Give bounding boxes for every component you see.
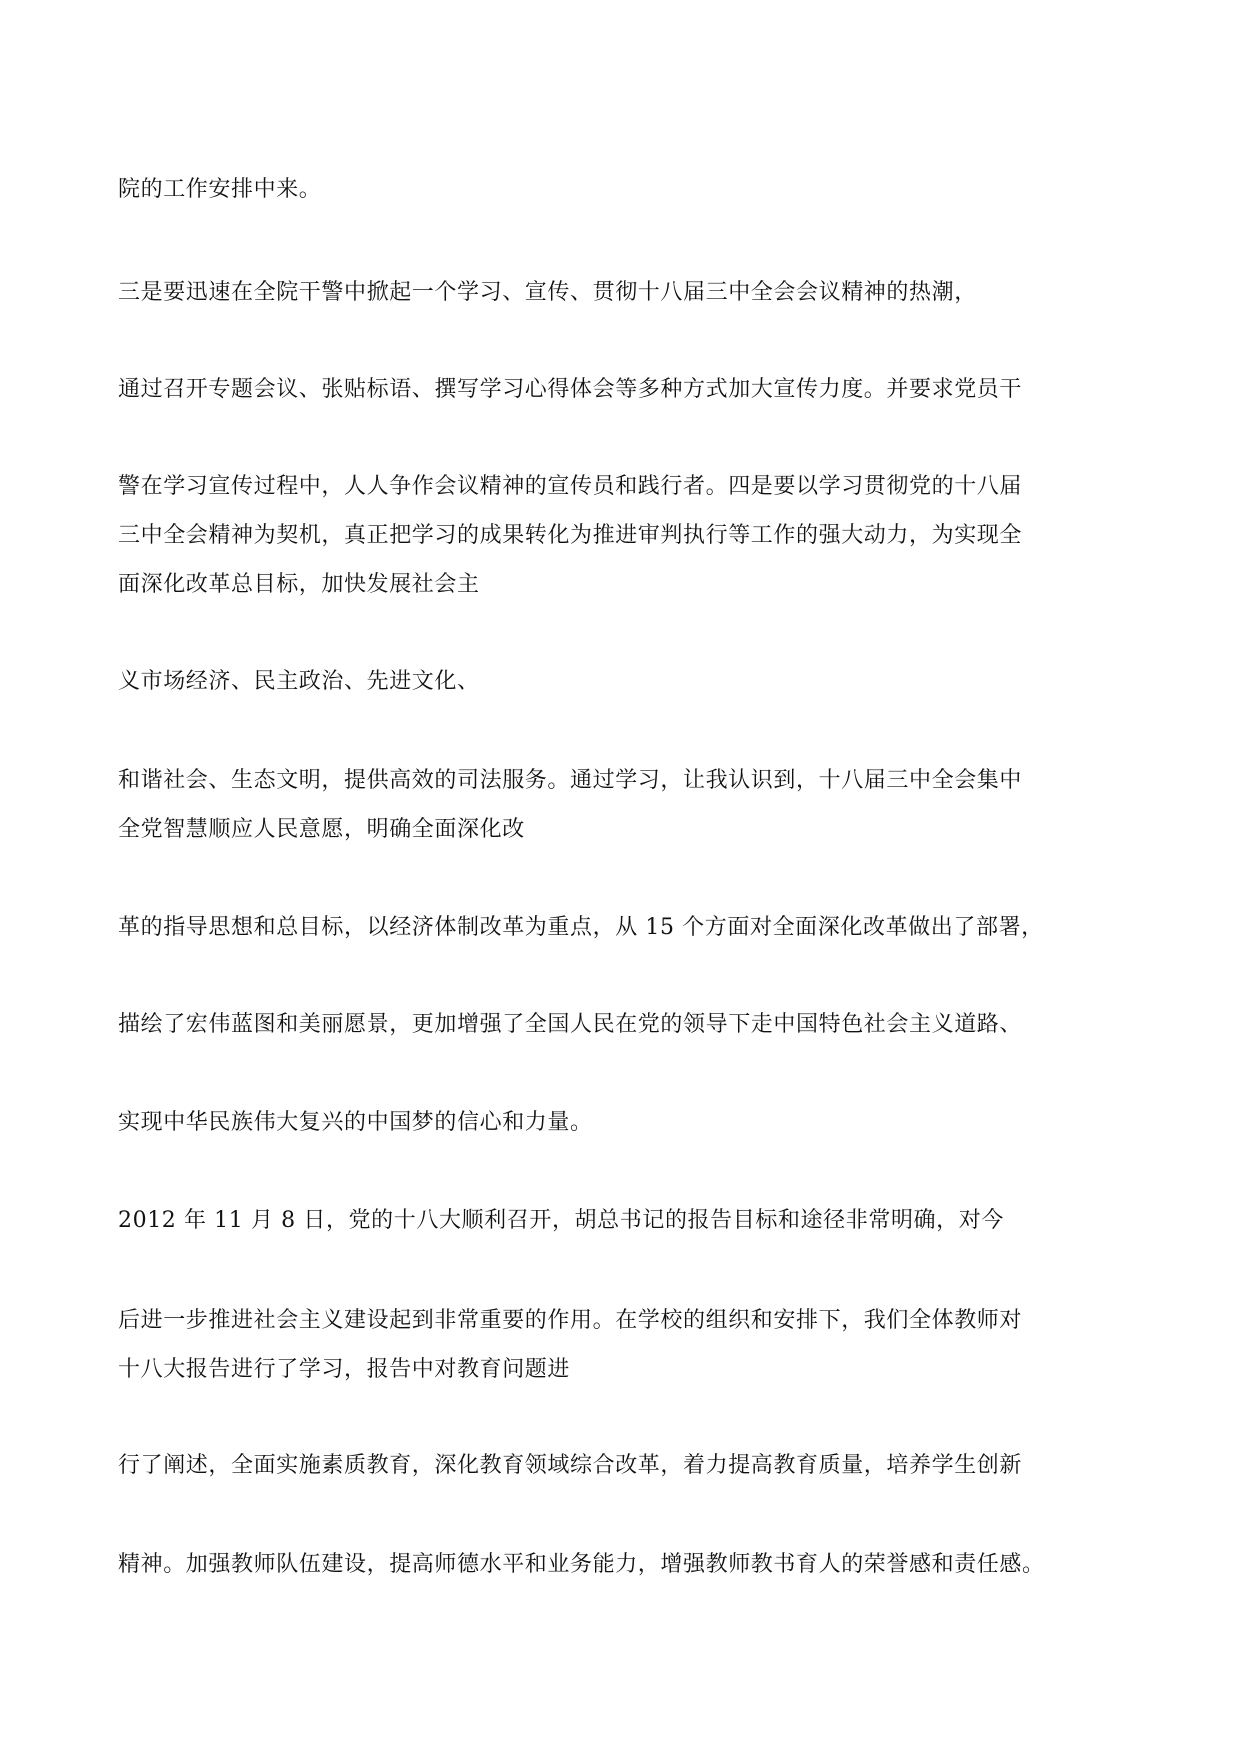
text-line: 义市场经济、民主政治、先进文化、 bbox=[118, 669, 480, 694]
text-line: 警在学习宣传过程中，人人争作会议精神的宣传员和践行者。四是要以学习贯彻党的十八届 bbox=[118, 474, 1023, 499]
text-line: 通过召开专题会议、张贴标语、撰写学习心得体会等多种方式加大宣传力度。并要求党员干 bbox=[118, 377, 1023, 402]
text-line: 行了阐述，全面实施素质教育，深化教育领域综合改革，着力提高教育质量，培养学生创新 bbox=[118, 1453, 1023, 1478]
text-line: 和谐社会、生态文明，提供高效的司法服务。通过学习，让我认识到，十八届三中全会集中 bbox=[118, 768, 1023, 793]
text-line: 三中全会精神为契机，真正把学习的成果转化为推进审判执行等工作的强大动力，为实现全 bbox=[118, 523, 1023, 548]
text-line: 面深化改革总目标，加快发展社会主 bbox=[118, 572, 480, 597]
text-line: 精神。加强教师队伍建设，提高师德水平和业务能力，增强教师教书育人的荣誉感和责任感。 bbox=[118, 1552, 1045, 1577]
text-line: 十八大报告进行了学习，报告中对教育问题进 bbox=[118, 1357, 571, 1382]
text-line: 后进一步推进社会主义建设起到非常重要的作用。在学校的组织和安排下，我们全体教师对 bbox=[118, 1308, 1023, 1333]
text-line: 院的工作安排中来。 bbox=[118, 177, 322, 202]
text-line: 三是要迅速在全院干警中掀起一个学习、宣传、贯彻十八届三中全会会议精神的热潮， bbox=[118, 280, 977, 305]
text-line: 革的指导思想和总目标，以经济体制改革为重点，从 15 个方面对全面深化改革做出了部署， bbox=[118, 915, 1044, 940]
text-line: 全党智慧顺应人民意愿，明确全面深化改 bbox=[118, 817, 525, 842]
text-line: 描绘了宏伟蓝图和美丽愿景，更加增强了全国人民在党的领导下走中国特色社会主义道路、 bbox=[118, 1012, 1023, 1037]
text-line: 2012 年 11 月 8 日，党的十八大顺利召开，胡总书记的报告目标和途径非常明确，对今 bbox=[118, 1208, 1004, 1233]
text-line: 实现中华民族伟大复兴的中国梦的信心和力量。 bbox=[118, 1110, 593, 1135]
